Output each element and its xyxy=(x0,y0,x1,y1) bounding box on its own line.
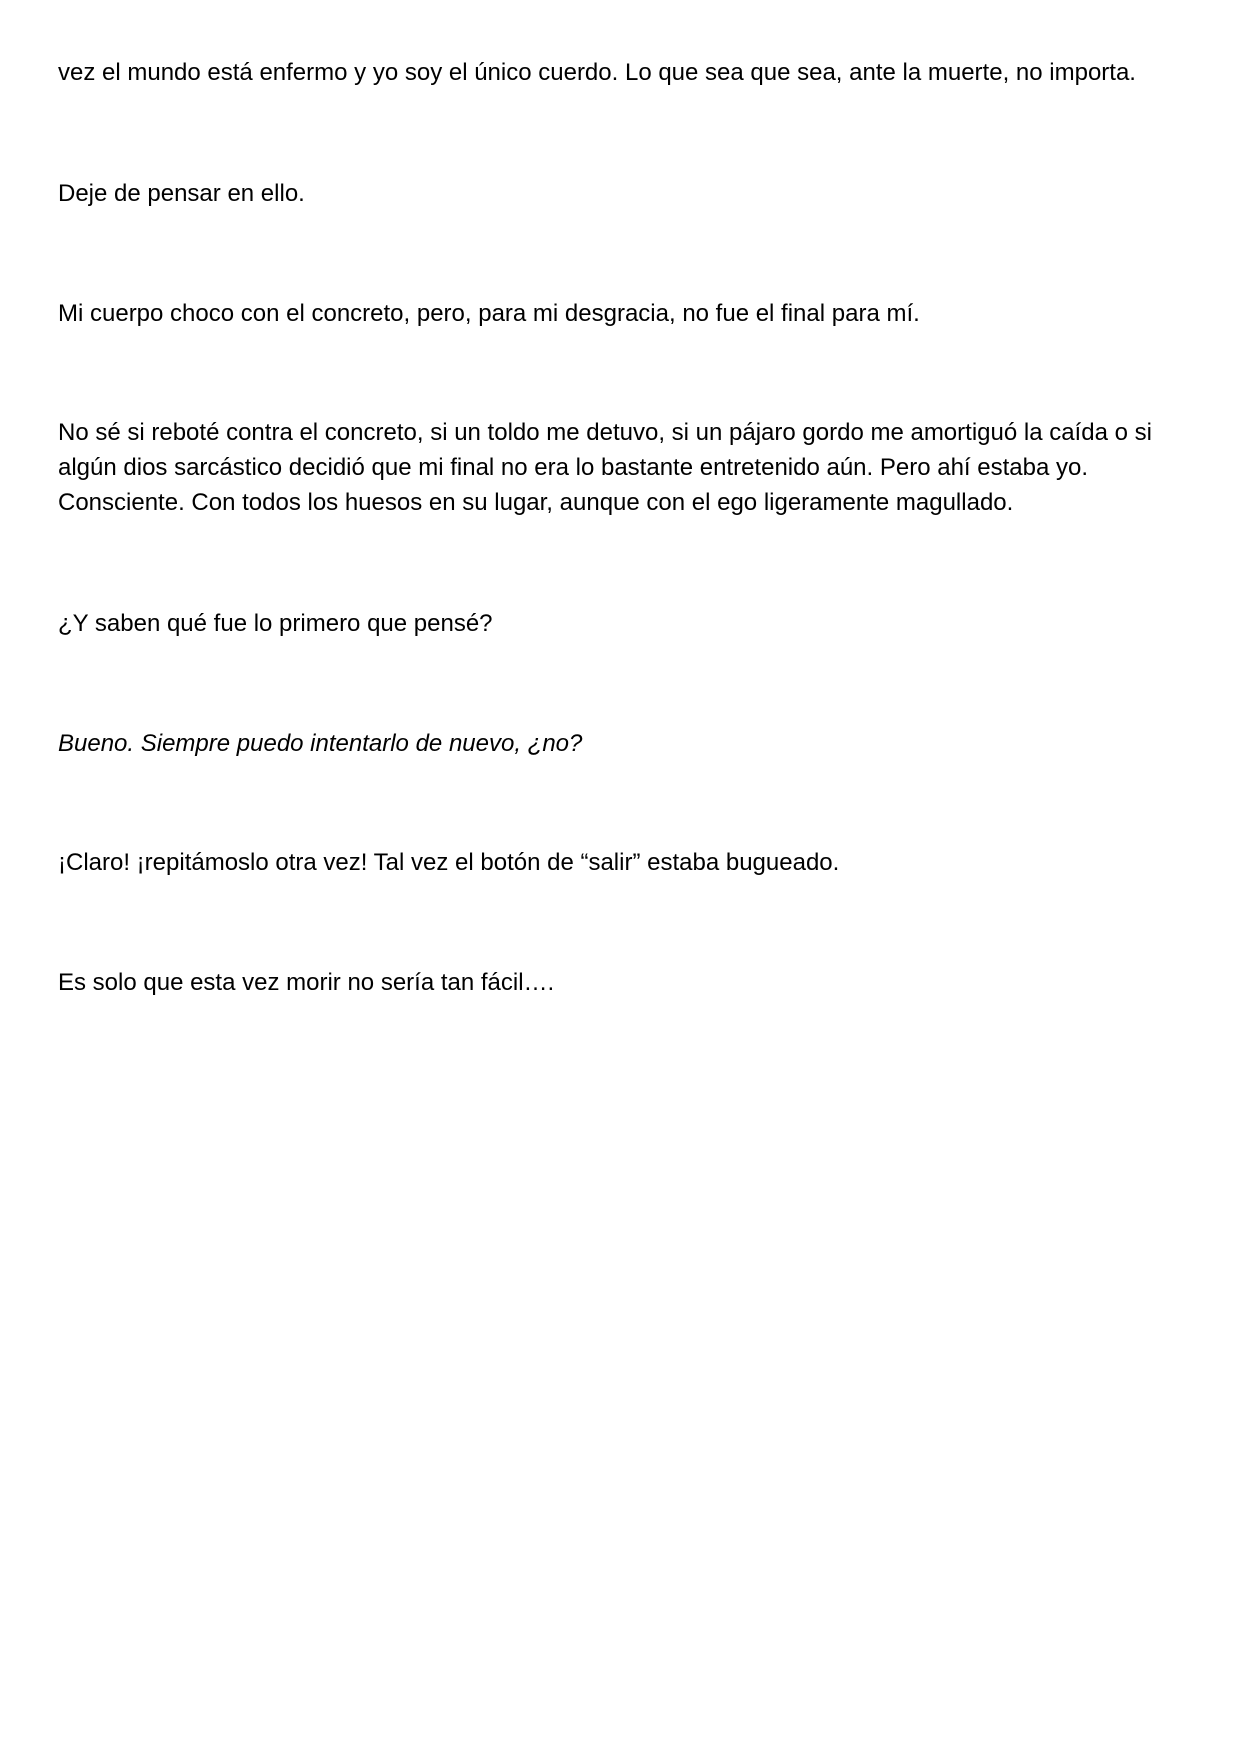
paragraph-5: ¿Y saben qué fue lo primero que pensé? xyxy=(58,610,493,637)
paragraph-1: vez el mundo está enfermo y yo soy el único cuerdo. Lo que sea que sea, ante la muerte, no importa. xyxy=(58,59,1136,86)
paragraph-2: Deje de pensar en ello. xyxy=(58,180,305,207)
paragraph-3: Mi cuerpo choco con el concreto, pero, para mi desgracia, no fue el final para mí. xyxy=(58,300,920,327)
paragraph-4: No sé si reboté contra el concreto, si un toldo me detuvo, si un pájaro gordo me amortiguó la caída o si algún dios sarcástico decidió que mi final no era lo bastante entretenido aún. Pero ahí estaba yo. Consciente. Con todos los huesos en su lugar, aunque con el ego ligeramente magullado. xyxy=(58,419,1152,516)
paragraph-7: ¡Claro! ¡repitámoslo otra vez! Tal vez el botón de “salir” estaba bugueado. xyxy=(58,849,840,876)
paragraph-8: Es solo que esta vez morir no sería tan fácil…. xyxy=(58,969,555,996)
paragraph-6-italic: Bueno. Siempre puedo intentarlo de nuevo, ¿no? xyxy=(58,730,583,757)
